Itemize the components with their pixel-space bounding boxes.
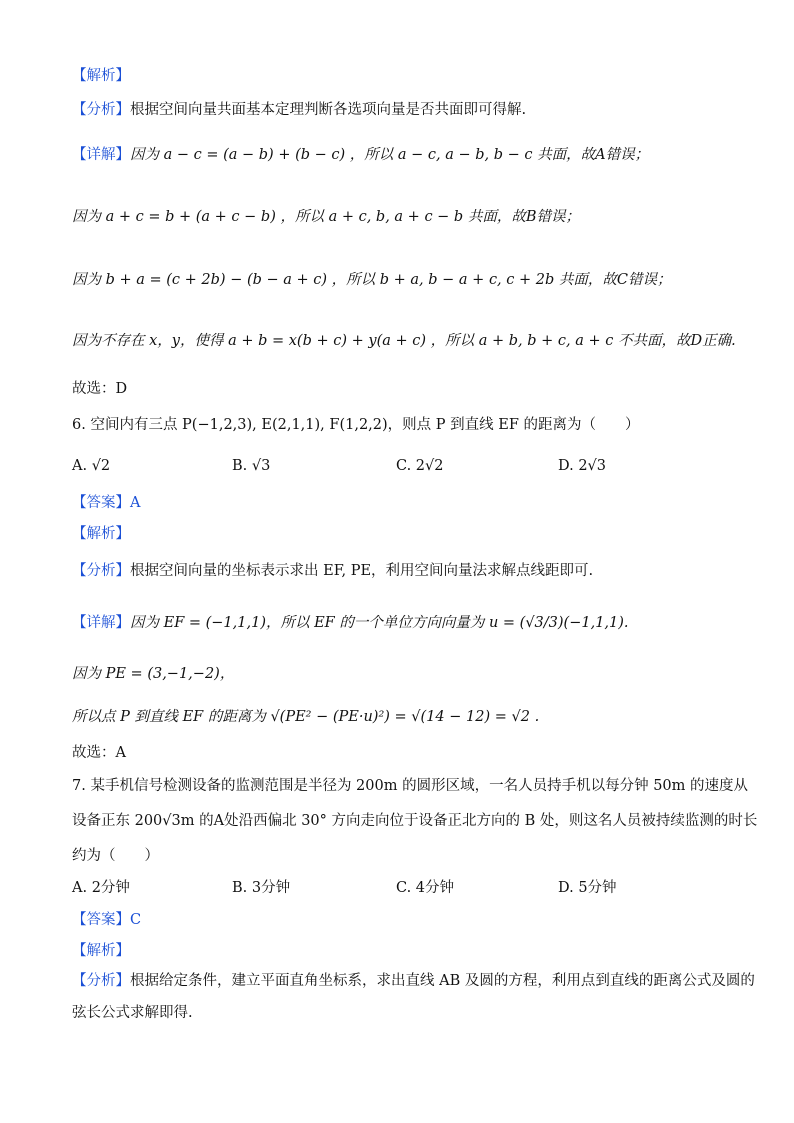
q6-option-d: D. 2√3 xyxy=(558,458,607,474)
q6-answer: 【答案】A xyxy=(72,495,141,511)
q6-option-a: A. √2 xyxy=(72,458,111,474)
q7-fenxi-tag: 【分析】 xyxy=(72,973,130,989)
q6-fenxi-tag: 【分析】 xyxy=(72,563,130,579)
q7-fenxi-text-1: 根据给定条件，建立平面直角坐标系，求出直线 AB 及圆的方程，利用点到直线的距离公式及圆的 xyxy=(130,973,755,989)
s5-fenxi-text: 根据空间向量共面基本定理判断各选项向量是否共面即可得解. xyxy=(130,102,527,118)
q6-answer-choice: 故选：A xyxy=(72,745,126,761)
q6-detail-2: 因为 PE = (3,−1,−2)， xyxy=(72,666,235,682)
q6-option-c: C. 2√2 xyxy=(396,458,444,474)
s5-fenxi-line xyxy=(72,100,526,120)
q7-fenxi-line-2: 弦长公式求解即得. xyxy=(72,1005,193,1021)
q6-option-b: B. √3 xyxy=(232,458,271,474)
s5-jiexi-tag: 【解析】 xyxy=(72,68,130,84)
q6-fenxi-text: 根据空间向量的坐标表示求出 EF, PE，利用空间向量法求解点线距即可. xyxy=(130,563,594,579)
s5-detail-d: 因为不存在 x，y，使得 a + b = x(b + c) + y(a + c) ，所以 a + b, b + c, a + c 不共面，故D正确. xyxy=(72,333,736,349)
q6-jiexi-tag: 【解析】 xyxy=(72,526,130,542)
q6-stem: 6. 空间内有三点 P(−1,2,3), E(2,1,1), F(1,2,2)，则点 P 到直线 EF 的距离为（ ） xyxy=(72,417,640,433)
q7-jiexi-tag: 【解析】 xyxy=(72,943,130,959)
q7-option-c: C. 4分钟 xyxy=(396,880,455,896)
s5-detail-a xyxy=(72,145,649,165)
q7-stem-2: 设备正东 200√3m 的A处沿西偏北 30° 方向走向位于设备正北方向的 B 处，则这名人员被持续监测的时长 xyxy=(72,813,758,829)
q7-fenxi-line-1 xyxy=(72,971,755,991)
s5-xiangjie-tag: 【详解】 xyxy=(72,147,130,163)
q7-option-d: D. 5分钟 xyxy=(558,880,617,896)
q7-answer: 【答案】C xyxy=(72,912,142,928)
s5-answer-choice: 故选：D xyxy=(72,381,128,397)
q6-xiangjie-tag: 【详解】 xyxy=(72,615,130,631)
s5-a-text: 因为 a − c = (a − b) + (b − c) ，所以 a − c, a − b, b − c 共面，故A错误； xyxy=(130,147,650,163)
s5-detail-c: 因为 b + a = (c + 2b) − (b − a + c) ，所以 b + a, b − a + c, c + 2b 共面，故C错误； xyxy=(72,272,672,288)
q7-stem-1: 7. 某手机信号检测设备的监测范围是半径为 200m 的圆形区域，一名人员持手机以每分钟 50m 的速度从 xyxy=(72,778,749,794)
q6-detail-1-text: 因为 EF = (−1,1,1)，所以 EF 的一个单位方向向量为 u = (√3/3)(−1,1,1). xyxy=(130,615,629,631)
q6-detail-3: 所以点 P 到直线 EF 的距离为 √(PE² − (PE·u)²) = √(14 − 12) = √2 . xyxy=(72,709,540,725)
q7-option-a: A. 2分钟 xyxy=(72,880,130,896)
q6-detail-1 xyxy=(72,613,629,633)
q7-stem-3: 约为（ ） xyxy=(72,848,159,864)
s5-detail-b: 因为 a + c = b + (a + c − b) ，所以 a + c, b, a + c − b 共面，故B错误； xyxy=(72,209,580,225)
q6-fenxi-line xyxy=(72,561,593,581)
s5-fenxi-tag: 【分析】 xyxy=(72,102,130,118)
q7-option-b: B. 3分钟 xyxy=(232,880,291,896)
